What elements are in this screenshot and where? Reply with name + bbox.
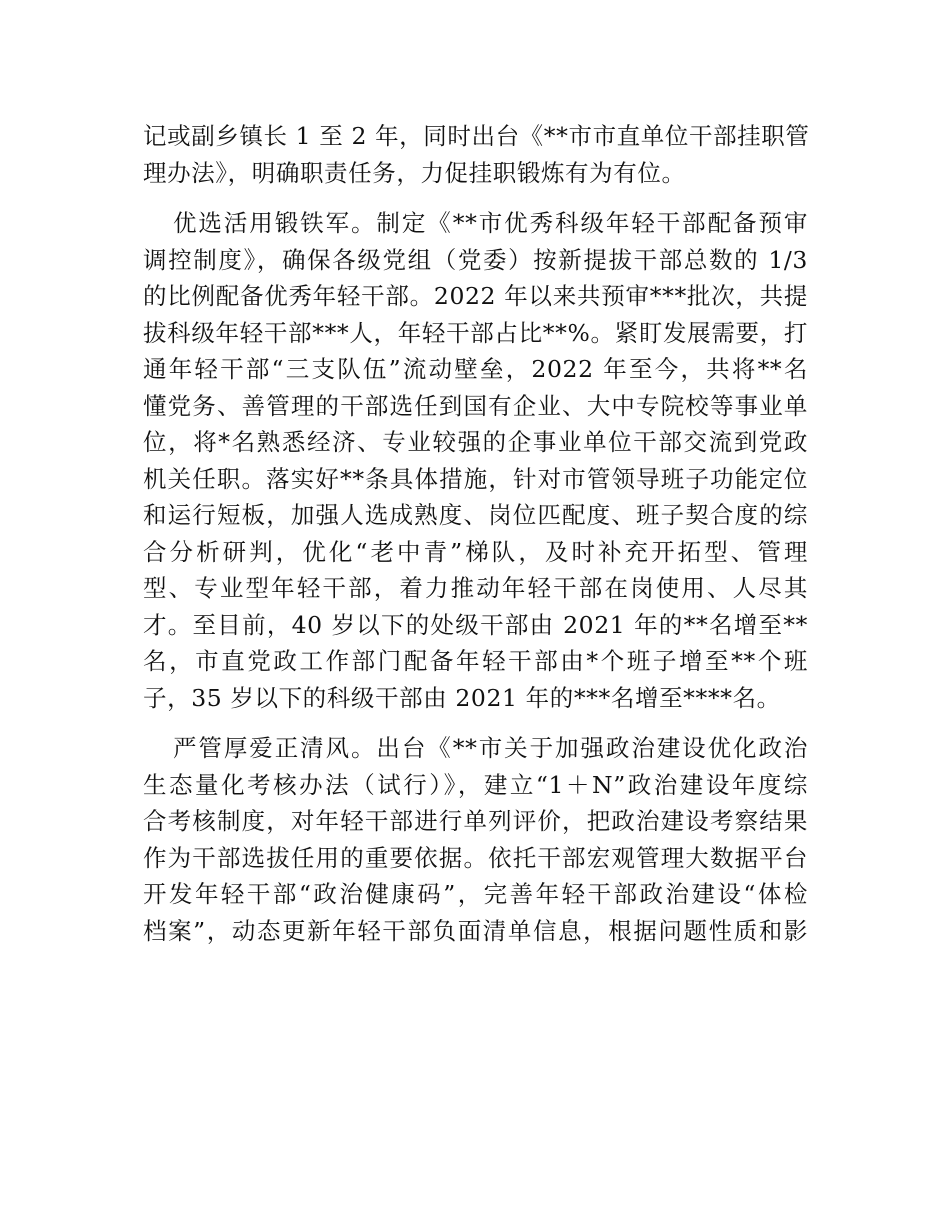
text-line: 懂党务、善管理的干部选任到国有企业、大中专院校等事业单 [143, 391, 808, 420]
text-line: 通年轻干部“三支队伍”流动壁垒，2022 年至今，共将**名 [143, 355, 808, 383]
text-line: 合考核制度，对年轻干部进行单列评价，把政治建设考察结果 [143, 807, 808, 835]
text-line: 优选活用锻铁军。制定《**市优秀科级年轻干部配备预审 [173, 209, 808, 237]
paragraph-elite-team [143, 205, 808, 716]
text-line: 子，35 岁以下的科级干部由 2021 年的***名增至****名。 [143, 683, 781, 712]
text-line: 位，将*名熟悉经济、专业较强的企事业单位干部交流到党政 [143, 428, 808, 456]
text-line: 生态量化考核办法（试行）》，建立“1＋N”政治建设年度综 [143, 770, 808, 799]
text-line: 拔科级年轻干部***人，年轻干部占比**%。紧盯发展需要，打 [143, 318, 808, 347]
text-line: 型、专业型年轻干部，着力推动年轻干部在岗使用、人尽其 [143, 574, 808, 602]
text-line: 记或副乡镇长 1 至 2 年，同时出台《**市市直单位干部挂职管 [143, 122, 810, 150]
text-line: 名，市直党政工作部门配备年轻干部由*个班子增至**个班 [143, 647, 808, 675]
text-line: 开发年轻干部“政治健康码”，完善年轻干部政治建设“体检 [143, 880, 808, 908]
text-line: 机关任职。落实好**条具体措施，针对市管领导班子功能定位 [143, 464, 808, 493]
document-body [143, 118, 808, 949]
text-line: 合分析研判，优化“老中青”梯队，及时补充开拓型、管理 [143, 537, 808, 566]
text-line: 才。至目前，40 岁以下的处级干部由 2021 年的**名增至** [143, 610, 808, 639]
text-line: 和运行短板，加强人选成熟度、岗位匹配度、班子契合度的综 [143, 501, 808, 529]
text-line: 作为干部选拔任用的重要依据。依托干部宏观管理大数据平台 [143, 843, 808, 872]
text-line: 档案”，动态更新年轻干部负面清单信息，根据问题性质和影 [143, 916, 808, 945]
text-line: 严管厚爱正清风。出台《**市关于加强政治建设优化政治 [173, 734, 808, 762]
text-line: 的比例配备优秀年轻干部。2022 年以来共预审***批次，共提 [143, 282, 808, 310]
paragraph-strict-management [143, 730, 808, 949]
text-line: 理办法》，明确职责任务，力促挂职锻炼有为有位。 [143, 158, 686, 187]
paragraph-continuation [143, 118, 808, 191]
text-line: 调控制度》，确保各级党组（党委）按新提拔干部总数的 1/3 [143, 245, 808, 274]
